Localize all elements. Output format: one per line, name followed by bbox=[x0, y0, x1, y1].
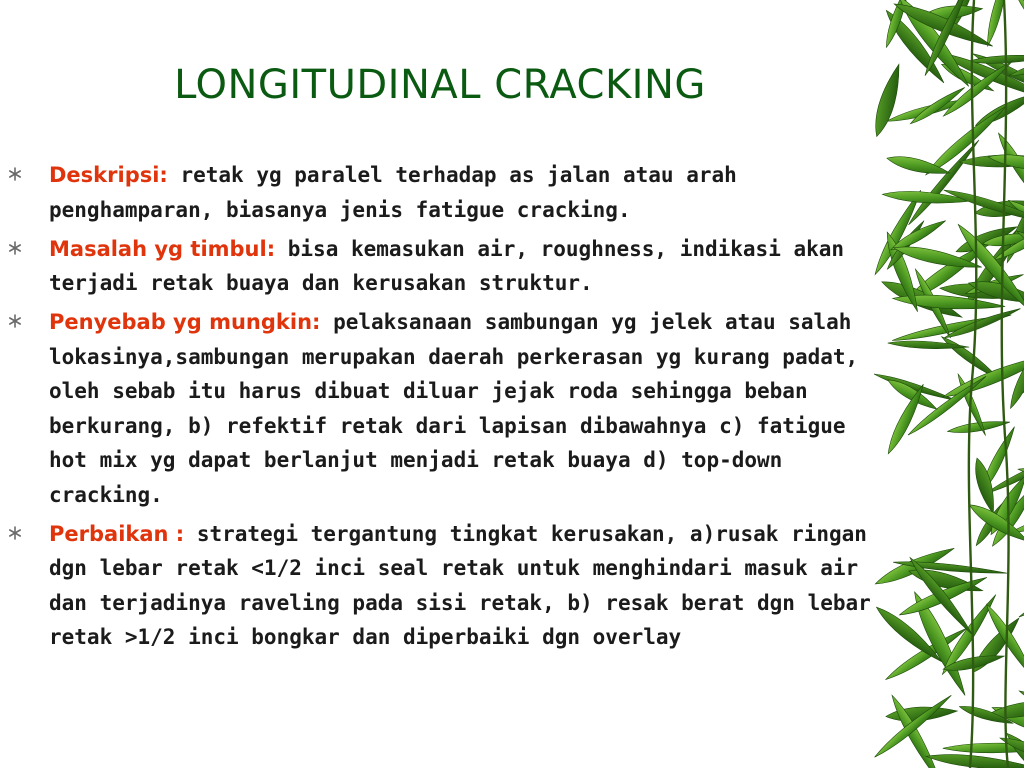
bamboo-leaf bbox=[1017, 554, 1024, 621]
bullet-masalah bbox=[0, 232, 900, 301]
bamboo-leaf bbox=[941, 349, 1024, 403]
bullet-deskripsi bbox=[0, 158, 900, 227]
asterisk-bullet-icon bbox=[8, 241, 22, 255]
bullet-text: strategi tergantung tingkat kerusakan, a)rusak ringan dgn lebar retak <1/2 inci seal retak untuk menghindari masuk air dan terjadinya raveling pada sisi retak, b) resak berat dgn lebar retak >1/2 inci bongkar dan diperbaiki dgn overlay bbox=[49, 521, 871, 649]
bamboo-leaf bbox=[1008, 48, 1024, 79]
bullet-label: Penyebab yg mungkin: bbox=[49, 310, 321, 334]
bullet-text: retak yg paralel terhadap as jalan atau arah penghamparan, biasanya jenis fatigue cracking. bbox=[49, 163, 737, 222]
bamboo-leaf bbox=[872, 692, 954, 760]
bullet-text: pelaksanaan sambungan yg jelek atau salah lokasinya,sambungan merupakan daerah perkerasan yg kurang padat, oleh sebab itu harus dibuat diluar jejak roda sehingga beban berkurang, b) refektif retak dari lapisan dibawahnya c) fatigue hot mix yg dapat berlanjut menjadi retak buaya d) top-down cracking. bbox=[49, 310, 859, 507]
asterisk-bullet-icon bbox=[8, 526, 22, 540]
bullet-label: Deskripsi: bbox=[49, 163, 168, 187]
bamboo-leaf bbox=[906, 138, 982, 228]
bullet-perbaikan bbox=[0, 517, 900, 655]
bullet-list bbox=[0, 158, 900, 659]
slide-title: LONGITUDINAL CRACKING bbox=[174, 62, 706, 108]
bamboo-leaf bbox=[1013, 0, 1024, 57]
bamboo-leaf bbox=[925, 751, 1024, 768]
bullet-penyebab bbox=[0, 305, 900, 512]
bullet-label: Perbaikan : bbox=[49, 521, 185, 546]
asterisk-bullet-icon bbox=[8, 167, 22, 181]
bamboo-leaf bbox=[983, 0, 1013, 47]
bullet-label: Masalah yg timbul: bbox=[49, 236, 276, 261]
bullet-text: bisa kemasukan air, roughness, indikasi akan terjadi retak buaya dan kerusakan struktur. bbox=[49, 236, 845, 295]
asterisk-bullet-icon bbox=[8, 314, 22, 328]
